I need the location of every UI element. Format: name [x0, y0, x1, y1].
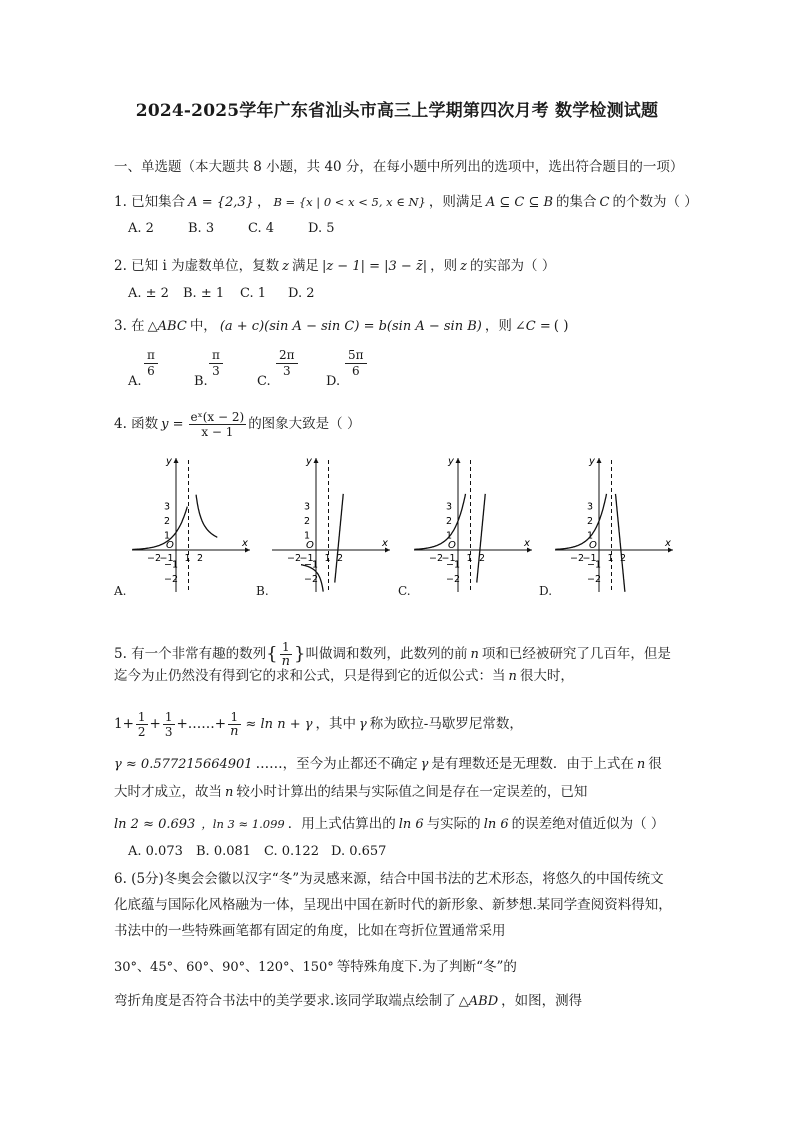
y-tick-label: −1	[304, 559, 319, 571]
q5-formula-dots: +……+	[176, 716, 227, 732]
y-tick-label: 1	[446, 530, 453, 542]
q5-gamma: γ	[359, 717, 367, 732]
question-5-line-6	[114, 815, 664, 834]
q4-option-c-label: C.	[398, 584, 411, 598]
q4-graph-a	[128, 454, 256, 596]
q3-option-c-value: 2π 3	[276, 348, 298, 379]
q3-angle: ∠C =	[514, 319, 551, 334]
section-heading: 一、单选题（本大题共 8 小题，共 40 分，在每小题中所列出的选项中，选出符合题目的一项）	[114, 159, 684, 175]
q2-text-post1: ，则	[430, 258, 458, 274]
x-tick-label: −1	[159, 553, 174, 564]
curve-branch-1	[132, 507, 187, 550]
y-tick-label: −1	[164, 559, 179, 571]
question-4	[114, 410, 360, 439]
question-5-line-4	[114, 755, 662, 774]
y-tick-label: 1	[164, 530, 171, 542]
q5-formula-third: $\frac{1}{3}$	[164, 710, 173, 739]
q5-n-2: n	[508, 669, 517, 684]
y-tick-label: 3	[164, 501, 171, 513]
q4-graph-c	[410, 454, 538, 596]
x-tick-label: −2	[287, 553, 302, 564]
question-5-line-1	[114, 640, 671, 669]
x-axis-label: x	[665, 538, 671, 549]
q4-text-post: 的图象大致是（ ）	[248, 416, 361, 432]
q5-ln6-2: ln 6	[483, 817, 509, 832]
q2-option-a: A. ± 2	[128, 286, 169, 301]
q3-text-mid: 中，	[189, 318, 217, 334]
question-6-line-5	[114, 992, 582, 1011]
q5-brace-right: }	[294, 643, 306, 665]
q4-function: $\frac{\text{eˣ(x − 2)}}{x - 1}$	[190, 410, 245, 439]
curve-branch-2	[335, 494, 344, 583]
q3-triangle: △ABC	[147, 319, 187, 334]
q1-set-a: A = {2,3}	[188, 195, 254, 210]
q5-sequence: $\frac{1}{n}$	[281, 640, 290, 669]
q3-paren: ( )	[553, 318, 569, 334]
q5-text-9: 是有理数还是无理数．由于上式在	[431, 756, 634, 772]
x-tick-label: −2	[570, 553, 585, 564]
question-5-line-3: 1+ $\frac{1}{2}$ + $\frac{1}{3}$ +……+ $\frac{1}{n}$ ≈ ln n + γ ，其中 γ 称为欧拉-马歇罗尼常数，	[114, 710, 523, 739]
x-tick-label: 1	[607, 553, 614, 564]
x-axis-label: x	[524, 538, 530, 549]
q5-text-12: 较小时计算出的结果与实际值之间是存在一定误差的，已知	[236, 784, 588, 800]
question-5-line-5	[114, 783, 587, 802]
q5-text-2: 叫做调和数列，此数列的前	[305, 646, 468, 662]
q5-text-14: 与实际的	[426, 816, 481, 832]
q6-triangle: △ABD	[458, 994, 499, 1009]
q3-option-b-value: π 3	[209, 348, 223, 379]
q5-text-3: 项和已经被研究了几百年，但是	[481, 646, 671, 662]
q5-text-11: 大时才成立，故当	[114, 784, 222, 800]
q1-c: C	[599, 195, 610, 210]
question-5-line-2	[114, 667, 574, 686]
x-tick-label: 2	[337, 553, 344, 564]
q5-formula-half: $\frac{1}{2}$	[137, 710, 146, 739]
q1-condition: A ⊆ C ⊆ B	[485, 195, 554, 210]
q4-graph-b	[268, 454, 396, 596]
x-tick-label: 2	[620, 553, 627, 564]
y-tick-label: 2	[446, 516, 453, 527]
q2-text-post2: 的实部为（ ）	[470, 258, 556, 274]
q3-text-post: ，则	[484, 318, 512, 334]
q2-option-d: D. 2	[288, 286, 315, 301]
q2-equation: |z − 1| = |3 − z̄|	[321, 259, 428, 274]
q5-text: 5. 有一个非常有趣的数列	[114, 646, 267, 662]
q6-text-5: 弯折角度是否符合书法中的美学要求.该同学取端点绘制了	[114, 993, 456, 1009]
q5-formula-one: 1+	[114, 716, 134, 732]
q4-option-d-label: D.	[539, 584, 553, 598]
q3-option-d-label: D.	[326, 374, 341, 389]
q2-text: 2. 已知 i 为虚数单位，复数	[114, 258, 280, 274]
question-3	[114, 317, 569, 336]
q5-n: n	[470, 647, 479, 662]
curve-branch-2	[616, 494, 625, 592]
q3-option-a-label: A.	[128, 374, 142, 389]
q5-option-d: D. 0.657	[331, 844, 387, 859]
question-2	[114, 257, 555, 276]
q5-gamma-2: γ	[420, 757, 429, 772]
y-tick-label: 3	[304, 501, 311, 513]
question-6-line-2: 化底蕴与国际化风格融为一体，呈现出中国在新时代的新形象、新梦想.某同学查阅资料得知，	[114, 897, 672, 913]
q3-text: 3. 在	[114, 318, 145, 334]
q3-option-c-label: C.	[257, 374, 271, 389]
curve-branch-2	[196, 495, 217, 538]
q4-option-a-label: A.	[114, 584, 127, 598]
x-tick-label: −1	[299, 553, 314, 564]
y-tick-label: −2	[304, 574, 319, 585]
q5-n-4: n	[225, 785, 234, 800]
y-axis-label: y	[448, 456, 454, 467]
q3-option-a-value: π 6	[144, 348, 158, 379]
y-tick-label: 3	[446, 501, 453, 513]
q1-option-d: D. 5	[308, 221, 335, 236]
q5-ln2: ln 2 ≈ 0.693	[114, 817, 196, 832]
q1-text: 1. 已知集合	[114, 194, 186, 210]
x-tick-label: 2	[479, 553, 486, 564]
y-axis-arrow	[597, 458, 602, 463]
x-tick-label: −1	[582, 553, 597, 564]
y-tick-label: −2	[164, 574, 179, 585]
curve-branch-2	[477, 494, 486, 583]
x-tick-label: −2	[147, 553, 162, 564]
q5-brace-left: {	[266, 643, 278, 665]
y-axis-label: y	[306, 456, 312, 467]
q4-text: 4. 函数	[114, 416, 159, 432]
y-axis-label: y	[166, 456, 172, 467]
x-tick-label: 2	[197, 553, 204, 564]
x-tick-label: −1	[441, 553, 456, 564]
q2-text-mid: 满足	[291, 258, 319, 274]
q5-n-3: n	[636, 757, 646, 772]
q2-option-b: B. ± 1	[183, 286, 225, 301]
q4-option-b-label: B.	[256, 584, 269, 598]
q3-equation: (a + c)(sin A − sin C) = b(sin A − sin B)	[219, 319, 482, 334]
q5-text-8: ……，至今为止都还不确定	[255, 756, 418, 772]
q2-z: z	[282, 259, 289, 274]
y-tick-label: 1	[304, 530, 311, 542]
q1-set-b: B = {x | 0 < x < 5, x ∈ N}	[273, 195, 426, 209]
y-axis-label: y	[589, 456, 595, 467]
q5-ln3: ，ln 3 ≈ 1.099	[201, 817, 285, 831]
q1-text-mid: ，则满足	[428, 194, 483, 210]
q5-text-10: 很	[648, 756, 662, 772]
q6-angles: 30°、45°、60°、90°、120°、150°	[114, 960, 334, 975]
q1-text-post2: 的个数为（ ）	[612, 194, 698, 210]
q2-option-c: C. 1	[240, 286, 267, 301]
y-tick-label: 2	[164, 516, 171, 527]
exam-title: 2024-2025学年广东省汕头市高三上学期第四次月考 数学检测试题	[135, 101, 659, 121]
q5-text-7: 称为欧拉-马歇罗尼常数，	[369, 716, 523, 732]
q5-text-4: 迄今为止仍然没有得到它的求和公式，只是得到它的近似公式：当	[114, 668, 506, 684]
q4-y: y =	[161, 417, 184, 432]
question-6-line-4	[114, 958, 517, 977]
question-6-line-1: 6. (5分)冬奥会会徽以汉字“冬”为灵感来源，结合中国书法的艺术形态，将悠久的中国传统文	[114, 871, 664, 887]
x-tick-label: 1	[324, 553, 331, 564]
q5-ln6: ln 6	[398, 817, 424, 832]
origin-label: O	[306, 540, 314, 551]
q1-text-post1: 的集合	[556, 194, 597, 210]
q4-graph-d	[551, 454, 679, 596]
x-tick-label: 1	[184, 553, 191, 564]
x-axis-label: x	[242, 538, 248, 549]
origin-label: O	[166, 540, 174, 551]
q3-option-d-value: 5π 6	[345, 348, 367, 379]
q6-text-6: ，如图，测得	[501, 993, 583, 1009]
question-6-line-3: 书法中的一些特殊画笔都有固定的角度，比如在弯折位置通常采用	[114, 923, 506, 939]
y-axis-arrow	[174, 458, 179, 463]
q5-option-b: B. 0.081	[196, 844, 252, 859]
question-1: 1. 已知集合 A = {2,3} ， B = {x | 0 < x < 5, x ∈ N} ，则满足 A ⊆ C ⊆ B 的集合 C 的个数为（ ）	[114, 194, 698, 210]
x-tick-label: −2	[429, 553, 444, 564]
q2-z-2: z	[460, 259, 468, 274]
y-axis-arrow	[456, 458, 461, 463]
q5-formula-nth: $\frac{1}{n}$	[230, 710, 239, 739]
y-tick-label: 3	[587, 501, 594, 513]
y-tick-label: −1	[587, 559, 602, 571]
q6-text-4: 等特殊角度下.为了判断“冬”的	[336, 959, 517, 975]
y-axis-arrow	[314, 458, 319, 463]
y-tick-label: −1	[446, 559, 461, 571]
origin-label: O	[448, 540, 456, 551]
y-tick-label: 1	[587, 530, 594, 542]
q5-option-a: A. 0.073	[128, 844, 183, 859]
q5-text-13: ．用上式估算出的	[287, 816, 396, 832]
q3-option-b-label: B.	[194, 374, 208, 389]
y-tick-label: −2	[587, 574, 602, 585]
q1-option-b: B. 3	[188, 221, 215, 236]
q1-option-c: C. 4	[248, 221, 275, 236]
x-axis-label: x	[382, 538, 388, 549]
y-tick-label: −2	[446, 574, 461, 585]
x-tick-label: 1	[466, 553, 473, 564]
y-tick-label: 2	[587, 516, 594, 527]
q5-formula-tail: ≈ ln n + γ	[245, 717, 313, 732]
q5-text-6: ，其中	[315, 716, 356, 732]
q1-option-a: A. 2	[128, 221, 154, 236]
q5-option-c: C. 0.122	[264, 844, 319, 859]
q5-text-5: 很大时，	[519, 668, 574, 684]
origin-label: O	[589, 540, 597, 551]
q5-text-15: 的误差绝对值近似为（ ）	[511, 816, 665, 832]
q5-gamma-value: γ ≈ 0.577215664901	[114, 757, 253, 772]
y-tick-label: 2	[304, 516, 311, 527]
